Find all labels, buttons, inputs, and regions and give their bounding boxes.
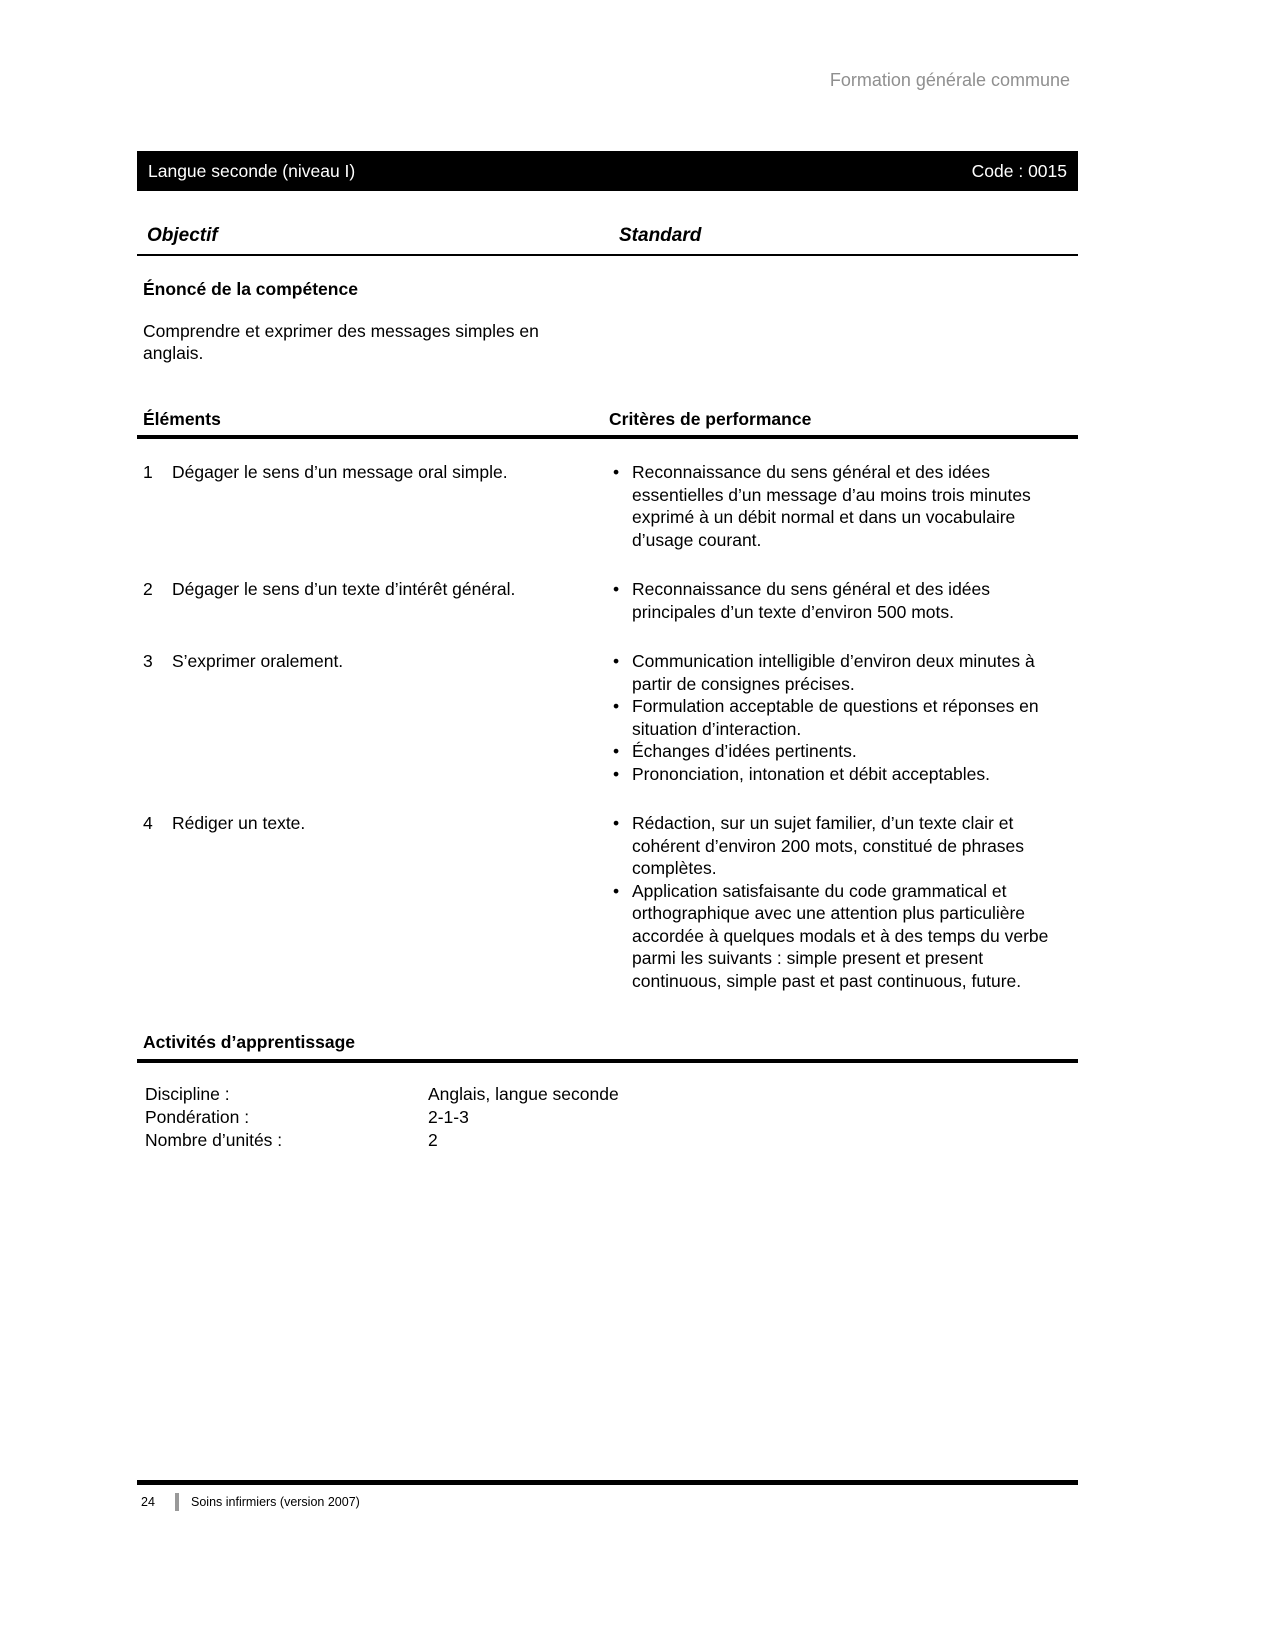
criterion-item [609, 578, 1072, 623]
activities-heading: Activités d’apprentissage [143, 1032, 356, 1052]
objectif-heading: Objectif [147, 225, 218, 246]
activity-value: Anglais, langue seconde [428, 1084, 619, 1104]
criterion-item [609, 695, 1072, 740]
criterion-text: Reconnaissance du sens général et des idées principales d’un texte d’environ 500 mots. [632, 579, 991, 622]
element-number: 1 [143, 462, 153, 482]
activity-row [145, 1106, 1078, 1129]
course-title: Langue seconde (niveau I) [148, 160, 356, 181]
element-text: Dégager le sens d’un message oral simple. [172, 462, 508, 482]
element-cell [143, 812, 609, 992]
element-text: Rédiger un texte. [172, 813, 306, 833]
criterion-item [609, 740, 1072, 763]
footer-divider [175, 1493, 179, 1511]
element-text: S’exprimer oralement. [172, 651, 344, 671]
standard-heading: Standard [619, 225, 702, 246]
section-rule [137, 435, 1078, 439]
page-number: 24 [141, 1495, 155, 1509]
criterion-item [609, 812, 1072, 880]
element-row [137, 461, 1078, 551]
activity-label: Nombre d’unités : [145, 1130, 283, 1150]
element-row [137, 812, 1078, 992]
activities-table [137, 1083, 1078, 1152]
criterion-text: Application satisfaisante du code grammatical et orthographique avec une attention plus particulière accordée à quelques modals et à des temps du verbe parmi les suivants : simple present et present continuous, simple past et past continuous, future. [632, 880, 1049, 991]
criterion-text: Communication intelligible d’environ deux minutes à partir de consignes précises. [632, 651, 1035, 694]
activity-label: Pondération : [145, 1107, 250, 1127]
activity-value: 2-1-3 [428, 1107, 469, 1127]
criterion-text: Prononciation, intonation et débit acceptables. [632, 763, 991, 784]
activity-value: 2 [428, 1130, 438, 1150]
criterion-text: Rédaction, sur un sujet familier, d’un texte clair et cohérent d’environ 200 mots, constitué de phrases complètes. [632, 813, 1025, 878]
criterion-text: Formulation acceptable de questions et réponses en situation d’interaction. [632, 696, 1039, 739]
course-code: Code : 0015 [971, 160, 1067, 181]
criterion-text: Échanges d’idées pertinents. [632, 741, 857, 761]
criterion-item [609, 650, 1072, 695]
element-row [137, 578, 1078, 623]
criterion-item [609, 763, 1072, 786]
activities-rule [137, 1059, 1078, 1063]
element-text: Dégager le sens d’un texte d’intérêt général. [172, 579, 516, 599]
running-header: Formation générale commune [829, 70, 1070, 90]
page-content [137, 0, 1078, 1152]
element-number: 3 [143, 651, 153, 671]
competence-text [137, 320, 607, 364]
footer-content [137, 1493, 1078, 1511]
criteria-list [609, 650, 1078, 785]
activity-label: Discipline : [145, 1084, 230, 1104]
competence-heading: Énoncé de la compétence [143, 279, 358, 299]
column-headings [137, 224, 1078, 256]
footer-text: Soins infirmiers (version 2007) [191, 1495, 360, 1509]
section-headings [137, 409, 1078, 430]
criteria-heading: Critères de performance [609, 409, 812, 429]
criteria-list [609, 812, 1078, 992]
activity-row [145, 1083, 1078, 1106]
criteria-list [609, 578, 1078, 623]
criterion-item [609, 880, 1072, 993]
element-row [137, 650, 1078, 785]
criterion-text: Reconnaissance du sens général et des idées essentielles d’un message d’au moins trois minutes exprimé à un débit normal et dans un vocabulaire d’usage courant. [632, 462, 1031, 550]
course-title-bar [137, 151, 1078, 191]
activity-row [145, 1129, 1078, 1152]
criteria-list [609, 461, 1078, 551]
element-cell [143, 650, 609, 785]
criterion-item [609, 461, 1072, 551]
page-footer [137, 1480, 1078, 1511]
competence-text-inner: Comprendre et exprimer des messages simples en anglais. [143, 321, 539, 363]
element-cell [143, 461, 609, 551]
element-number: 2 [143, 579, 153, 599]
element-cell [143, 578, 609, 623]
element-number: 4 [143, 813, 153, 833]
elements-heading: Éléments [143, 409, 221, 429]
footer-rule [137, 1480, 1078, 1485]
